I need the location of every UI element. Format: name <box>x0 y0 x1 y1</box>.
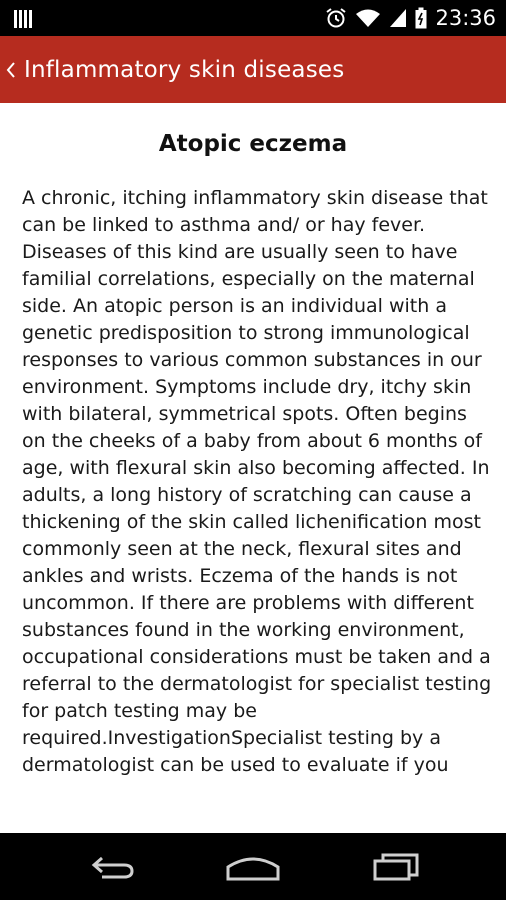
chevron-left-icon[interactable] <box>6 61 20 79</box>
page-title[interactable]: Inflammatory skin diseases <box>24 56 345 83</box>
wifi-icon <box>355 8 381 28</box>
article-body: A chronic, itching inflammatory skin disease that can be linked to asthma and/ or hay fever. Diseases of this kind are usually seen to have familial correlations, especially on the maternal side. An atopic person is an individual with a genetic predisposition to strong immunological responses to various common substances in our environment. Symptoms include dry, itchy skin with bilateral, symmetrical spots. Often begins on the cheeks of a baby from about 6 months of age, with flexural skin also becoming affected. In adults, a long history of scratching can cause a thickening of the skin called lichenification most commonly seen at the neck, flexural sites and ankles and wrists. Eczema of the hands is not uncommon. If there are problems with different substances found in the working environment, occupational considerations must be taken and a referral to the dermatologist for specialist testing for patch testing may be required.InvestigationSpecialist testing by a dermatologist can be used to evaluate if you <box>22 187 492 776</box>
signal-icon <box>389 8 407 28</box>
alarm-icon <box>325 7 347 29</box>
battery-icon <box>415 7 427 29</box>
recent-apps-icon[interactable] <box>366 851 426 883</box>
clock: 23:36 <box>435 6 496 30</box>
home-icon[interactable] <box>223 851 283 883</box>
back-icon[interactable] <box>82 851 142 883</box>
notification-bars-icon <box>14 10 34 28</box>
article-scroll-view[interactable] <box>0 103 506 833</box>
status-bar <box>0 0 506 36</box>
article-heading: Atopic eczema <box>158 131 348 157</box>
navigation-bar <box>0 833 506 900</box>
status-icons <box>325 0 496 36</box>
action-bar <box>0 36 506 103</box>
